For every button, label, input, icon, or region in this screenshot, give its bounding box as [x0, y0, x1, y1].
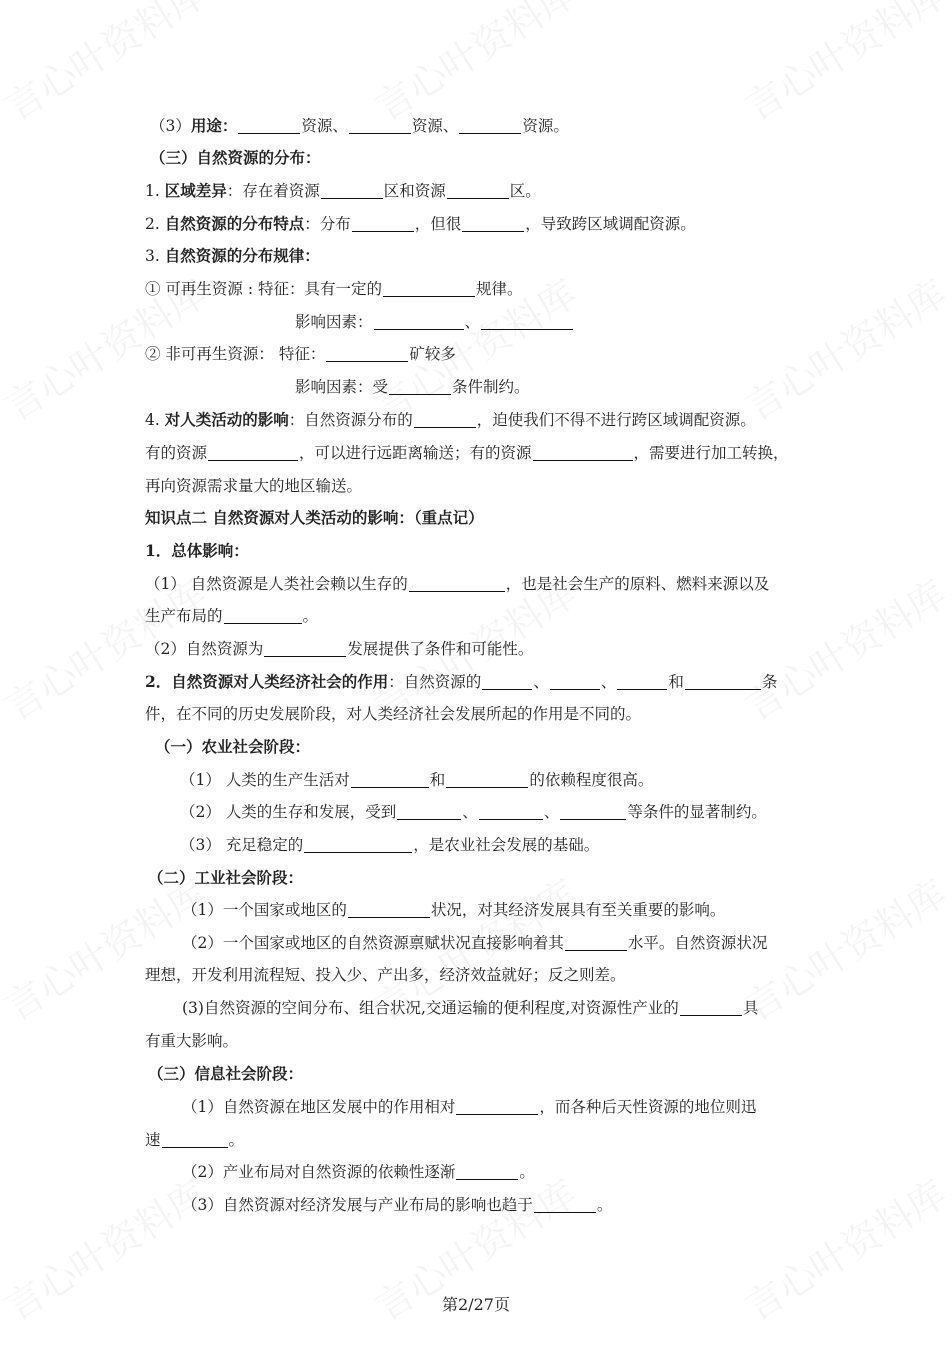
- body-text: 。: [519, 1163, 535, 1181]
- text-line: [145, 246, 320, 266]
- body-text: 资源、: [301, 117, 348, 135]
- body-text: 等条件的显著制约。: [627, 803, 767, 821]
- text-line: [145, 965, 626, 985]
- text-line: [295, 312, 574, 332]
- text-line: [145, 476, 362, 496]
- fill-in-blank[interactable]: [389, 378, 451, 395]
- fill-in-blank[interactable]: [383, 280, 475, 297]
- body-text: 状况，对其经济发展具有至关重要的影响。: [430, 901, 726, 919]
- body-text: ：自然资源分布的: [288, 411, 413, 429]
- bold-heading-text: 自然资源的分布特点: [164, 214, 305, 233]
- bold-heading-text: 自然资源的分布规律：: [164, 246, 320, 265]
- text-line: [145, 508, 484, 528]
- body-text: 再向资源需求量大的地区输送。: [145, 477, 363, 495]
- body-text: （3）自然资源对经济发展与产业布局的影响也趋于: [182, 1196, 533, 1214]
- body-text: 区。: [509, 182, 541, 200]
- body-text: ② 非可再生资源： 特征：: [145, 345, 326, 363]
- body-text: （1）一个国家或地区的: [182, 901, 347, 919]
- text-line: [150, 116, 569, 136]
- bold-heading-text: （三）自然资源的分布：: [150, 148, 321, 167]
- text-line: [145, 181, 541, 201]
- text-line: [180, 770, 653, 790]
- body-text: 有的资源: [145, 444, 208, 462]
- fill-in-blank[interactable]: [560, 803, 626, 820]
- body-text: 4.: [145, 411, 165, 429]
- text-line: [295, 377, 530, 397]
- body-text: ，而各种后天性资源的地位则迅: [539, 1098, 757, 1116]
- body-text: 。: [228, 1131, 245, 1149]
- fill-in-blank[interactable]: [459, 117, 521, 134]
- bold-heading-text: （一）农业社会阶段：: [155, 737, 311, 756]
- fill-in-blank[interactable]: [534, 1196, 596, 1213]
- body-text: 、: [462, 803, 478, 821]
- body-text: ，可以进行远距离输送；有的资源: [299, 444, 532, 462]
- text-line: [145, 574, 769, 594]
- body-text: ① 可再生资源 : 特征：具有一定的: [145, 280, 383, 298]
- text-line: [180, 802, 767, 822]
- fill-in-blank[interactable]: [348, 901, 430, 918]
- bold-heading-text: 区域差异: [164, 181, 227, 200]
- body-text: ，但很: [414, 215, 462, 233]
- fill-in-blank[interactable]: [326, 345, 408, 362]
- body-text: ：自然资源的: [388, 673, 482, 691]
- fill-in-blank[interactable]: [352, 215, 414, 232]
- text-line: [182, 998, 758, 1018]
- fill-in-blank[interactable]: [685, 673, 761, 690]
- text-line: [182, 1195, 612, 1215]
- body-text: （1） 自然资源是人类社会赖以生存的: [145, 575, 408, 593]
- body-text: 。: [302, 607, 319, 625]
- watermark: [733, 0, 952, 131]
- body-text: 生产布局的: [145, 607, 223, 625]
- watermark: [363, 0, 586, 131]
- fill-in-blank[interactable]: [304, 836, 412, 853]
- body-text: 、: [533, 673, 549, 691]
- body-text: 1.: [145, 182, 165, 200]
- body-text: ：存在着资源: [226, 182, 320, 200]
- body-text: （1） 人类的生产生活对: [180, 771, 350, 789]
- text-line: [145, 639, 533, 659]
- text-line: [145, 672, 777, 692]
- text-line: [182, 933, 767, 953]
- body-text: 。: [596, 1196, 613, 1214]
- bold-heading-text: （三）信息社会阶段：: [148, 1064, 304, 1083]
- fill-in-blank[interactable]: [374, 313, 464, 330]
- fill-in-blank[interactable]: [456, 1098, 538, 1115]
- text-line: [145, 443, 789, 463]
- fill-in-blank[interactable]: [446, 771, 528, 788]
- body-text: 有重大影响。: [145, 1032, 239, 1050]
- fill-in-blank[interactable]: [349, 117, 411, 134]
- text-line: [148, 868, 303, 888]
- body-text: 条件制约。: [452, 378, 530, 396]
- bold-heading-text: 2．自然资源对人类经济社会的作用: [145, 672, 389, 691]
- text-line: [182, 1162, 535, 1182]
- body-text: ，需要进行加工转换，: [633, 444, 789, 462]
- fill-in-blank[interactable]: [565, 934, 627, 951]
- fill-in-blank[interactable]: [447, 182, 509, 199]
- body-text: 条: [761, 673, 778, 691]
- body-text: 、: [543, 803, 560, 821]
- text-line: [155, 737, 310, 757]
- body-text: （1）自然资源在地区发展中的作用相对: [182, 1098, 456, 1116]
- body-text: （2）产业布局对自然资源的依赖性逐渐: [182, 1163, 456, 1181]
- body-text: 具: [742, 999, 759, 1017]
- text-line: [145, 1130, 244, 1150]
- bold-heading-text: 用途：: [190, 116, 238, 135]
- fill-in-blank[interactable]: [462, 215, 524, 232]
- body-text: 和: [429, 771, 446, 789]
- body-text: ，也是社会生产的原料、燃料来源以及: [505, 575, 770, 593]
- body-text: 2.: [145, 215, 165, 233]
- body-text: 理想，开发利用流程短、投入少、产出多，经济效益就好；反之则差。: [145, 966, 626, 984]
- body-text: ：分布: [304, 215, 351, 233]
- bold-heading-text: 知识点二 自然资源对人类活动的影响：（重点记）: [145, 508, 484, 527]
- watermark: [733, 264, 952, 431]
- text-line: [145, 606, 318, 626]
- bold-heading-text: 对人类活动的影响: [164, 410, 289, 429]
- body-text: （2） 人类的生存和发展，受到: [180, 803, 397, 821]
- body-text: 速: [145, 1131, 161, 1149]
- text-line: [145, 704, 641, 724]
- body-text: 水平。自然资源状况: [627, 934, 768, 952]
- body-text: ，导致跨区域调配资源。: [525, 215, 696, 233]
- fill-in-blank[interactable]: [208, 444, 298, 461]
- fill-in-blank[interactable]: [481, 313, 573, 330]
- fill-in-blank[interactable]: [162, 1131, 228, 1148]
- text-line: [145, 410, 756, 430]
- body-text: 发展提供了条件和可能性。: [347, 640, 534, 658]
- fill-in-blank[interactable]: [321, 182, 383, 199]
- text-line: [150, 148, 321, 168]
- text-line: [182, 900, 725, 920]
- fill-in-blank[interactable]: [479, 803, 543, 820]
- body-text: （3）: [150, 117, 191, 135]
- body-text: 、: [464, 313, 481, 331]
- bold-heading-text: （二）工业社会阶段：: [148, 868, 304, 887]
- fill-in-blank[interactable]: [409, 575, 505, 592]
- body-text: 矿较多: [409, 345, 456, 363]
- fill-in-blank[interactable]: [397, 803, 461, 820]
- text-line: [180, 835, 599, 855]
- fill-in-blank[interactable]: [414, 411, 476, 428]
- body-text: ，迫使我们不得不进行跨区域调配资源。: [476, 411, 756, 429]
- body-text: (3)自然资源的空间分布、组合状况,交通运输的便利程度,对资源性产业的: [182, 999, 679, 1017]
- text-line: [148, 1064, 303, 1084]
- body-text: 影响因素：: [295, 313, 373, 331]
- fill-in-blank[interactable]: [264, 640, 346, 657]
- body-text: 资源、: [411, 117, 459, 135]
- body-text: 、: [600, 673, 617, 691]
- fill-in-blank[interactable]: [533, 444, 633, 461]
- fill-in-blank[interactable]: [456, 1163, 518, 1180]
- text-line: [145, 541, 249, 561]
- watermark: [0, 0, 215, 131]
- text-line: [145, 279, 523, 299]
- body-text: ，是农业社会发展的基础。: [413, 836, 600, 854]
- fill-in-blank[interactable]: [224, 607, 302, 624]
- body-text: 的依赖程度很高。: [529, 771, 654, 789]
- body-text: 规律。: [476, 280, 523, 298]
- body-text: 资源。: [522, 117, 569, 135]
- body-text: （2）一个国家或地区的自然资源禀赋状况直接影响着其: [182, 934, 564, 952]
- page-number: 第2/27页: [442, 1295, 510, 1314]
- bold-heading-text: 1．总体影响：: [145, 541, 249, 560]
- body-text: 影响因素：受: [295, 378, 389, 396]
- body-text: 件，在不同的历史发展阶段，对人类经济社会发展所起的作用是不同的。: [145, 705, 642, 723]
- text-line: [182, 1097, 756, 1117]
- text-line: [145, 344, 456, 364]
- body-text: 3.: [145, 247, 165, 265]
- body-text: （3） 充足稳定的: [180, 836, 304, 854]
- text-line: [145, 214, 696, 234]
- fill-in-blank[interactable]: [238, 117, 300, 134]
- fill-in-blank[interactable]: [482, 673, 532, 690]
- body-text: 和: [668, 673, 684, 691]
- fill-in-blank[interactable]: [351, 771, 429, 788]
- fill-in-blank[interactable]: [680, 999, 742, 1016]
- fill-in-blank[interactable]: [550, 673, 600, 690]
- fill-in-blank[interactable]: [617, 673, 667, 690]
- text-line: [145, 1031, 238, 1051]
- body-text: 区和资源: [383, 182, 446, 200]
- body-text: （2）自然资源为: [145, 640, 264, 658]
